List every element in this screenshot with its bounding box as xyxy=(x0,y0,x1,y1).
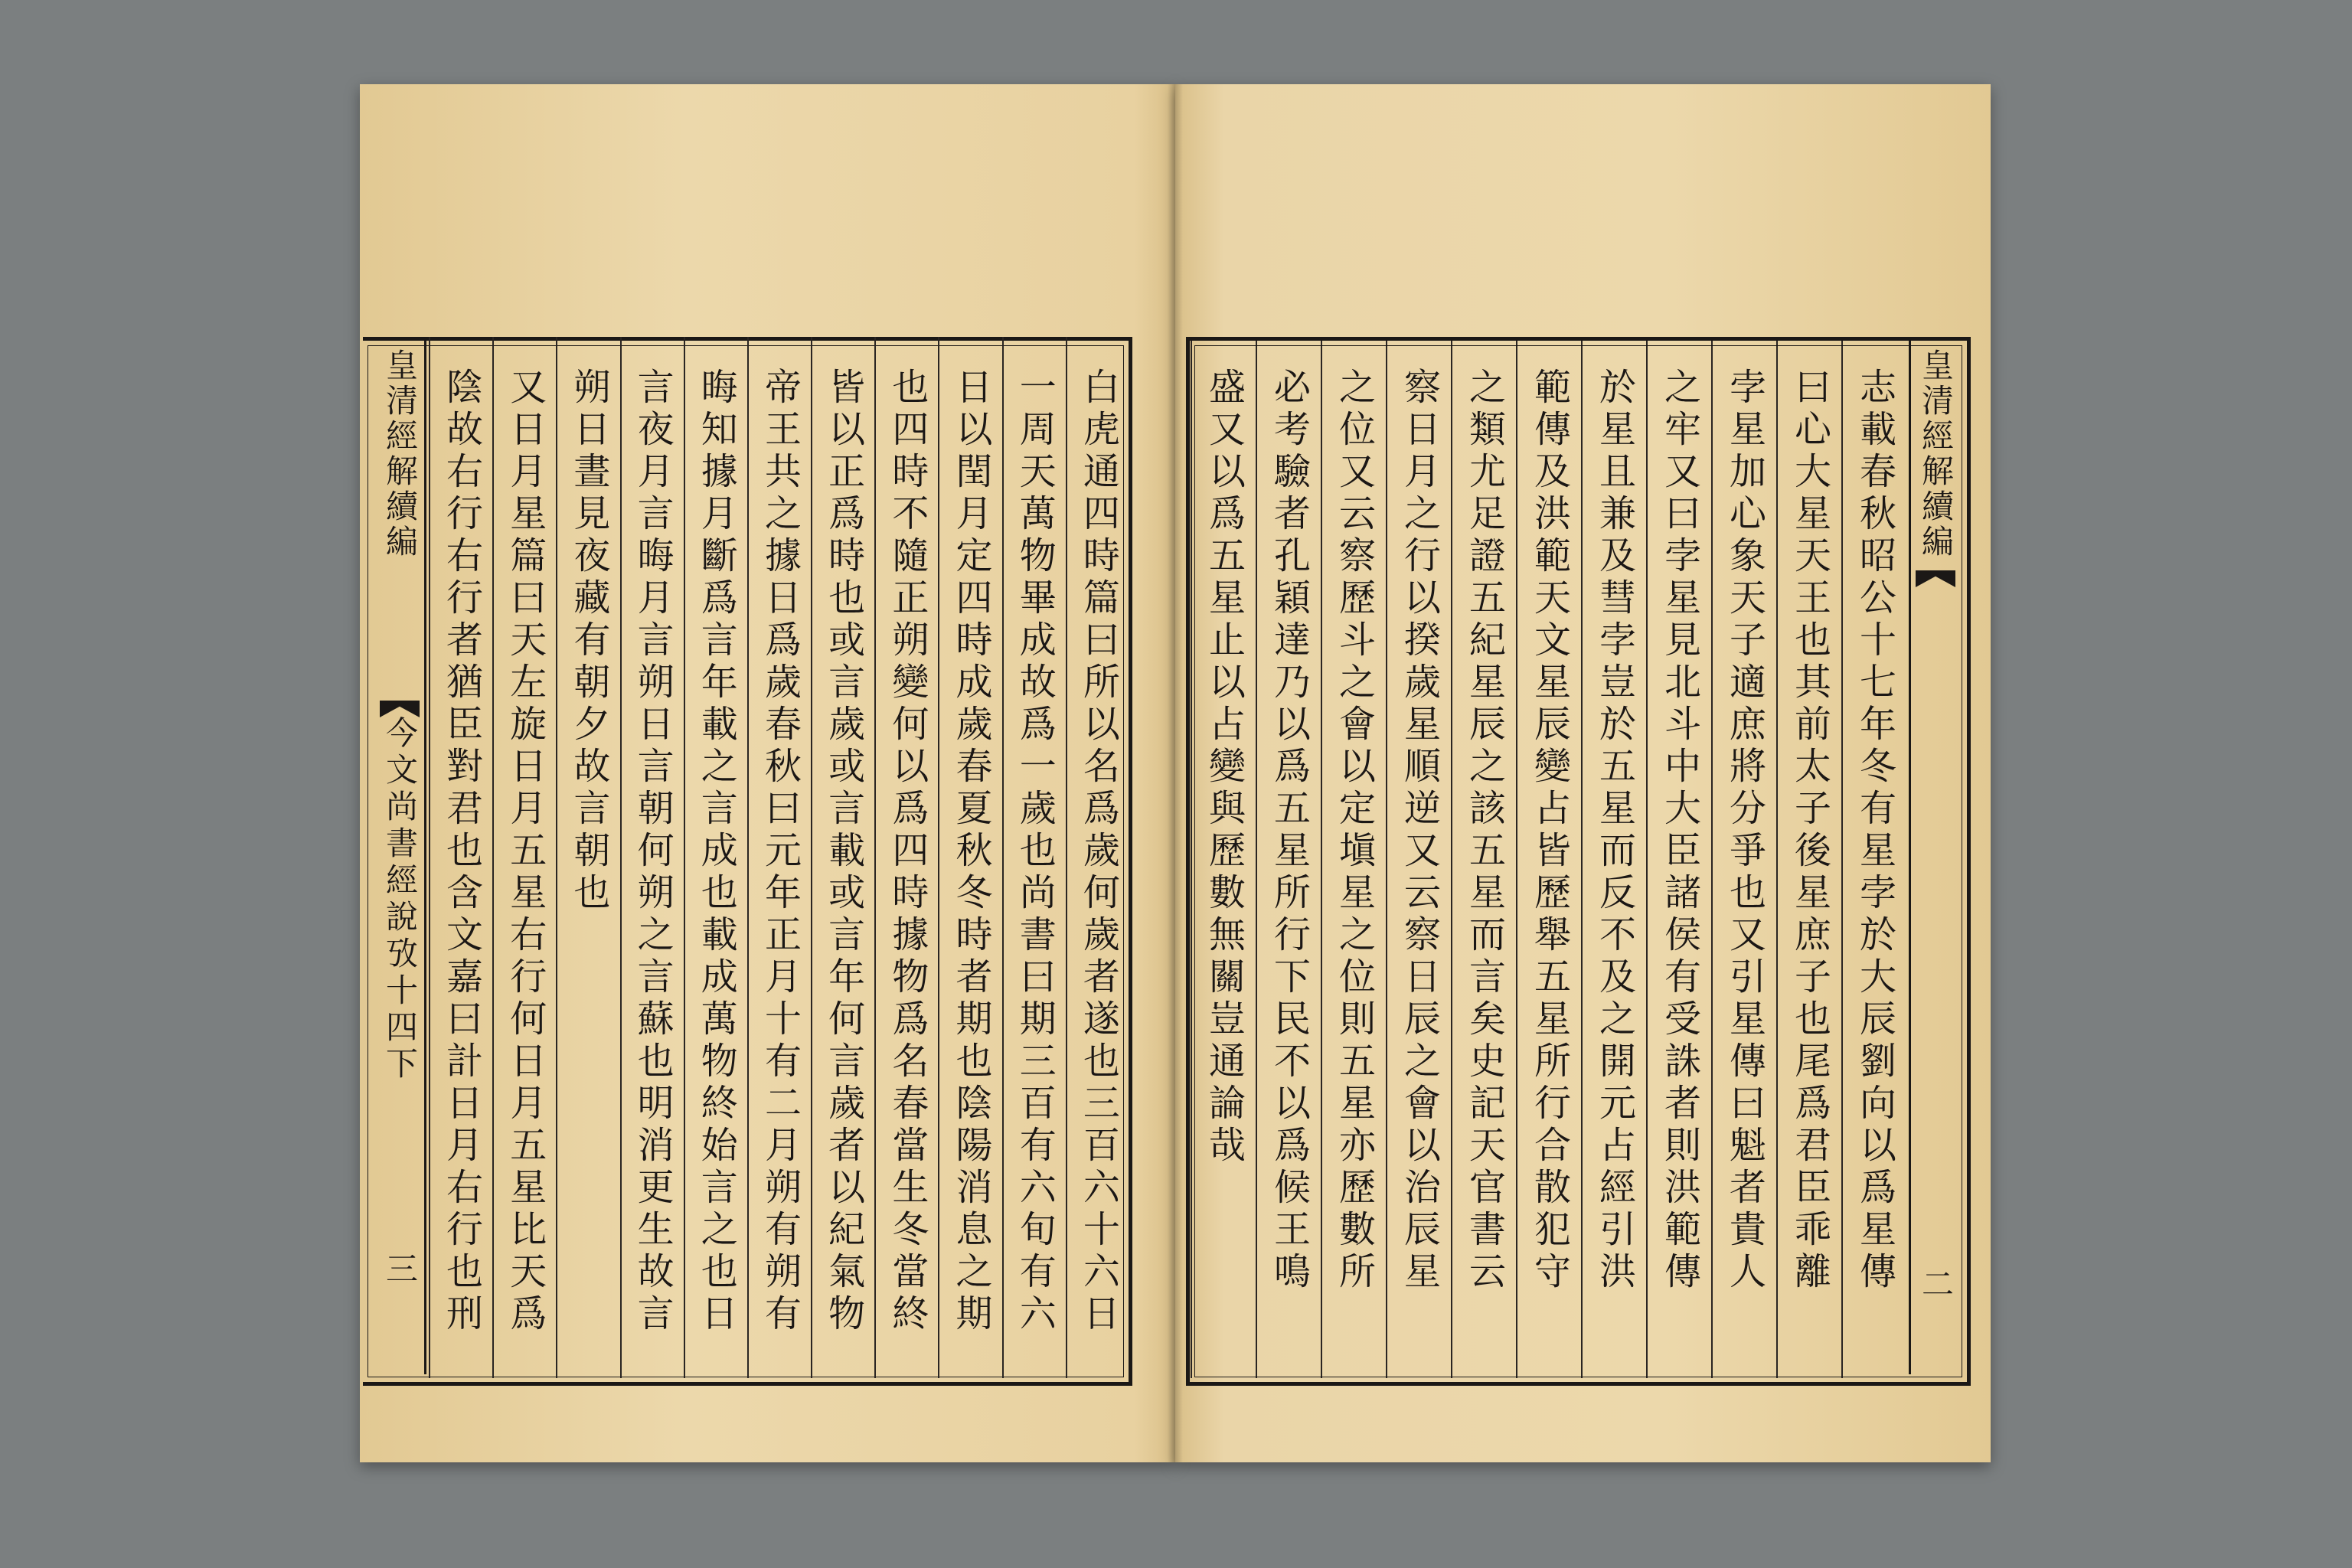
left-column-text: 日以閏月定四時成歲春夏秋冬時者期也陰陽消息之期 xyxy=(949,368,993,1336)
left-text-column xyxy=(620,337,684,1378)
left-column-text: 又日月星篇曰天左旋日月五星右行何日月五星比天爲 xyxy=(503,368,547,1336)
right-column-text: 之類尤足證五紀星辰之該五星而言矣史記天官書云 xyxy=(1462,368,1506,1294)
fish-tail-mark xyxy=(380,701,420,717)
left-page-number: 三 xyxy=(381,1252,419,1284)
left-margin-title: 皇清經解續編 xyxy=(381,348,419,560)
left-column-text: 也四時不隨正朔變何以爲四時據物爲名春當生冬當終 xyxy=(885,368,929,1336)
left-text-column xyxy=(556,337,619,1378)
right-page-number: 二 xyxy=(1917,1267,1955,1299)
left-text-column xyxy=(1066,337,1129,1378)
right-column-text: 範傳及洪範天文星辰變占皆歷舉五星所行合散犯守 xyxy=(1527,368,1571,1294)
left-page xyxy=(360,84,1175,1462)
left-column-text: 朔日晝見夜藏有朝夕故言朝也 xyxy=(567,368,610,915)
left-column-text: 一周天萬物畢成故爲一歲也尚書曰期三百有六旬有六 xyxy=(1013,368,1057,1336)
left-text-column xyxy=(938,337,1001,1378)
right-margin-title: 皇清經解續編 xyxy=(1917,348,1955,560)
left-column-text: 陰故右行右行者猶臣對君也含文嘉曰計日月右行也刑 xyxy=(439,368,483,1336)
right-page xyxy=(1175,84,1991,1462)
left-text-columns xyxy=(429,337,1129,1378)
left-text-column xyxy=(747,337,811,1378)
left-text-column xyxy=(492,337,556,1378)
right-column-text: 察日月之行以揆歲星順逆又云察日辰之會以治辰星 xyxy=(1397,368,1441,1294)
right-column-text: 必考驗者孔穎達乃以爲五星所行下民不以爲候王鳴 xyxy=(1267,368,1311,1294)
right-column-text: 盛又以爲五星止以占變與歷數無關豈通論哉 xyxy=(1202,368,1246,1168)
right-column-text: 之位又云察歷斗之會以定塡星之位則五星亦歷數所 xyxy=(1332,368,1376,1294)
left-text-column xyxy=(811,337,874,1378)
left-column-text: 帝王共之據日爲歲春秋曰元年正月十有二月朔有朔有 xyxy=(758,368,802,1336)
left-column-text: 晦知據月斷爲言年載之言成也載成萬物終始言之也日 xyxy=(694,368,738,1336)
right-column-text: 之牢又曰孛星見北斗中大臣諸侯有受誅者則洪範傳 xyxy=(1658,368,1701,1294)
right-column-text: 志載春秋昭公十七年冬有星孛於大辰劉向以爲星傳 xyxy=(1853,368,1896,1294)
left-text-column xyxy=(1002,337,1066,1378)
left-margin-column xyxy=(375,341,426,1374)
left-text-column xyxy=(684,337,747,1378)
left-column-text: 白虎通四時篇曰所以名爲歲何歲者遂也三百六十六日 xyxy=(1076,368,1120,1336)
left-margin-chapter: 今文尚書經說攷十四下 xyxy=(381,716,419,1083)
right-column-text: 孛星加心象天子適庶將分爭也又引星傳曰魁者貴人 xyxy=(1723,368,1766,1294)
left-text-column xyxy=(429,337,492,1378)
book-gutter xyxy=(1168,84,1183,1462)
right-column-text: 曰心大星天王也其前太子後星庶子也尾爲君臣乖離 xyxy=(1788,368,1831,1294)
open-book xyxy=(360,77,1991,1478)
right-column-text: 於星且兼及彗孛豈於五星而反不及之開元占經引洪 xyxy=(1592,368,1636,1294)
left-column-text: 言夜月言晦月言朔日言朝何朔之言蘇也明消更生故言 xyxy=(631,368,675,1336)
left-text-column xyxy=(874,337,938,1378)
left-column-text: 皆以正爲時也或言歲或言載或言年何言歲者以紀氣物 xyxy=(822,368,865,1336)
right-page-border xyxy=(1186,337,1971,1386)
